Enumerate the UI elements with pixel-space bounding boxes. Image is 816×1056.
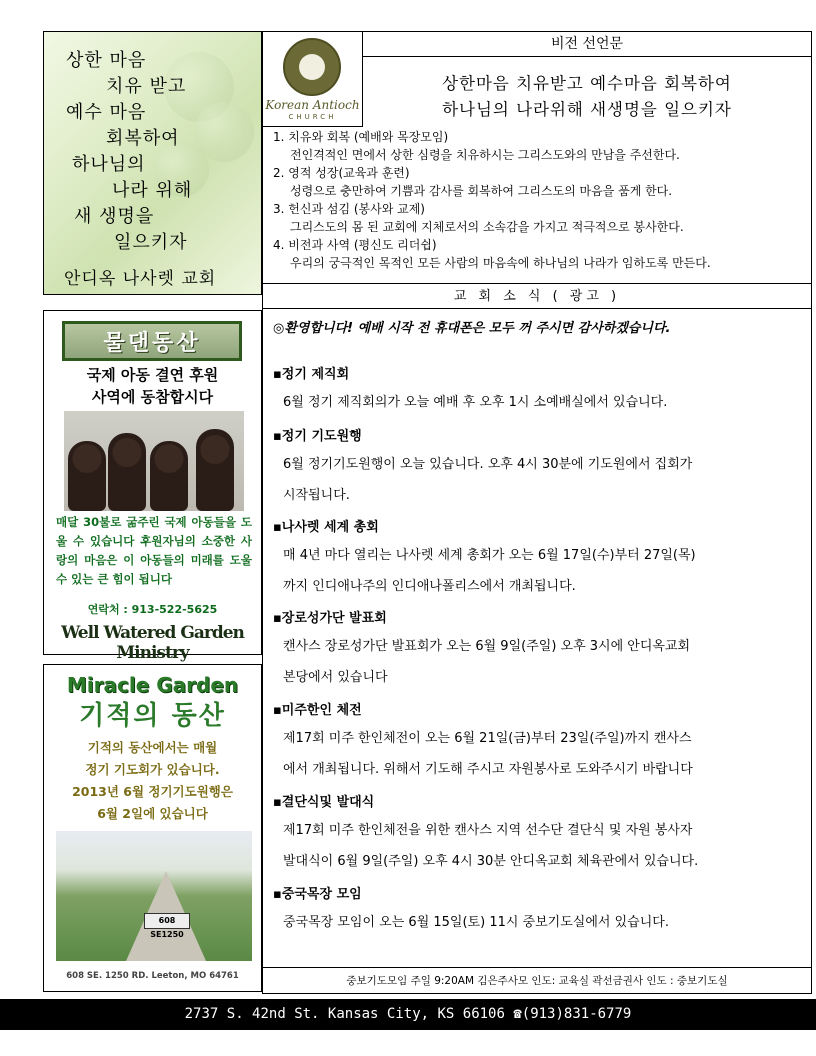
news-body-line: 캔사스 장로성가단 발표회가 오는 6월 9일(주일) 오후 3시에 안디옥교회 <box>283 639 691 654</box>
vision-point-heading: 4. 비전과 사역 (평신도 리더쉽) <box>273 238 437 252</box>
news-body-line: 중국목장 모임이 오는 6월 15일(토) 11시 중보기도실에서 있습니다. <box>283 915 669 930</box>
vision-point-heading: 3. 헌신과 섬김 (봉사와 교제) <box>273 202 425 216</box>
ad2-body <box>44 737 261 825</box>
logo-subtitle: CHURCH <box>288 113 337 121</box>
news-body-line: 제17회 미주 한인체전을 위한 캔사스 지역 선수단 결단식 및 자원 봉사자 <box>283 823 693 838</box>
news-body <box>283 907 803 938</box>
news-heading: ▪정기 기도원행 <box>273 429 362 444</box>
ad1-ministry-name: Well Watered Garden Ministry <box>61 623 244 663</box>
news-body <box>283 631 803 693</box>
news-body-line: 까지 인디애나주의 인디애나폴리스에서 개최됩니다. <box>283 579 576 594</box>
slogan-line: 하나님의 <box>72 154 146 175</box>
vision-statement-line: 상한마음 치유받고 예수마음 회복하여 <box>442 74 732 93</box>
church-logo <box>263 32 363 127</box>
news-heading: ▪중국목장 모임 <box>273 887 362 902</box>
ad2-title-english: Miracle Garden <box>66 673 239 697</box>
vision-points <box>273 128 809 272</box>
news-heading: ▪정기 제직회 <box>273 367 350 382</box>
vision-point-body: 성령으로 충만하여 기쁨과 감사를 회복하여 그리스도의 마음을 품게 한다. <box>290 184 673 198</box>
news-panel <box>262 309 812 967</box>
news-body-line: 6월 정기기도원행이 오늘 있습니다. 오후 4시 30분에 기도원에서 집회가 <box>283 457 693 472</box>
church-name: 안디옥 나사렛 교회 <box>64 269 217 289</box>
slogan-line: 상한 마음 <box>66 50 147 71</box>
slogan-line: 치유 받고 <box>106 76 187 97</box>
ad-well-watered-garden <box>43 310 262 663</box>
ad2-body-line: 정기 기도회가 있습니다. <box>85 762 220 777</box>
vision-statement-line: 하나님의 나라위해 새생명을 일으키자 <box>442 100 732 119</box>
vision-point-heading: 2. 영적 성장(교육과 훈련) <box>273 166 410 180</box>
vision-panel <box>262 31 812 309</box>
ad1-title: 물댄동산 <box>103 330 201 356</box>
footer-address: 2737 S. 42nd St. Kansas City, KS 66106 ☎(913)831-6779 <box>0 999 816 1030</box>
prayer-meeting-bar <box>262 967 812 994</box>
news-body-line: 에서 개최됩니다. 위해서 기도해 주시고 자원봉사로 도와주시기 바랍니다 <box>283 762 693 777</box>
logo-name: Korean Antioch <box>265 98 360 112</box>
prayer-meeting-text: 중보기도모임 주일 9:20AM 김은주사모 인도: 교육실 곽선금권사 인도 : 중보기도실 <box>346 975 728 987</box>
ad1-contact: 연락처 : 913-522-5625 <box>87 603 218 616</box>
slogan-line: 일으키자 <box>114 232 188 253</box>
news-body <box>283 815 803 877</box>
slogan-line: 예수 마음 <box>66 102 147 123</box>
vision-point-body: 전인격적인 면에서 상한 심령을 치유하시는 그리스도와의 만남을 주선한다. <box>290 148 680 162</box>
ad2-address: 608 SE. 1250 RD. Leeton, MO 64761 <box>66 971 239 981</box>
ad2-body-line: 2013년 6월 정기기도원행은 <box>72 784 233 799</box>
ad1-subtitle: 사역에 동참합시다 <box>91 388 214 406</box>
welcome-notice: ◎환영합니다! 예배 시작 전 휴대폰은 모두 꺼 주시면 감사하겠습니다. <box>273 321 671 336</box>
news-body-line: 본당에서 있습니다 <box>283 670 388 685</box>
vision-title: 비전 선언문 <box>363 32 811 57</box>
ad1-subtitle: 국제 아동 결연 후원 <box>86 366 219 384</box>
news-heading: ▪나사렛 세계 총회 <box>273 520 379 535</box>
news-body <box>283 449 803 511</box>
news-heading: ▪미주한인 체전 <box>273 703 362 718</box>
ad1-body-text: 매달 30불로 굶주린 국제 아동들을 도울 수 있습니다 후원자님의 소중한 사랑의 마음은 이 아동들의 미래를 도울 수 있는 큰 힘이 됩니다 <box>56 515 252 586</box>
slogan-panel <box>43 31 262 295</box>
ad2-body-line: 기적의 동산에서는 매월 <box>87 740 218 755</box>
slogan-line: 새 생명을 <box>74 206 155 227</box>
news-body-line: 제17회 미주 한인체전이 오는 6월 21일(금)부터 23일(주일)까지 캔사스 <box>283 731 692 746</box>
country-road-photo <box>56 831 252 961</box>
news-body-line: 발대식이 6월 9일(주일) 오후 4시 30분 안디옥교회 체육관에서 있습니다. <box>283 854 699 869</box>
news-heading: ▪장로성가단 발표회 <box>273 611 387 626</box>
vision-point-heading: 1. 치유와 회복 (예배와 목장모임) <box>273 130 449 144</box>
ad-miracle-garden <box>43 664 262 992</box>
logo-seal-icon <box>283 38 341 96</box>
slogan-line: 나라 위해 <box>112 180 193 201</box>
ad2-title-korean: 기적의 동산 <box>79 701 226 731</box>
children-praying-photo <box>64 411 244 511</box>
ad1-title-plate <box>62 321 242 361</box>
vision-point-body: 그리스도의 몸 된 교회에 지체로서의 소속감을 가지고 적극적으로 봉사한다. <box>290 220 684 234</box>
ad2-body-line: 6월 2일에 있습니다 <box>97 806 208 821</box>
news-body <box>283 540 803 602</box>
news-body-line: 6월 정기 제직회의가 오늘 예배 후 오후 1시 소예배실에서 있습니다. <box>283 395 668 410</box>
news-body-line: 매 4년 마다 열리는 나사렛 세계 총회가 오는 6월 17일(수)부터 27일(목) <box>283 548 696 563</box>
vision-point-body: 우리의 궁극적인 목적인 모든 사람의 마음속에 하나님의 나라가 임하도록 만든다. <box>290 256 711 270</box>
news-heading: ▪결단식및 발대식 <box>273 795 375 810</box>
news-body <box>283 723 803 785</box>
news-title: 교 회 소 식 ( 광고 ) <box>262 283 812 310</box>
mailbox-sign: 608 SE1250 <box>144 913 190 929</box>
news-body-line: 시작됩니다. <box>283 488 350 503</box>
slogan-line: 회복하여 <box>106 128 180 149</box>
news-body <box>283 387 803 418</box>
